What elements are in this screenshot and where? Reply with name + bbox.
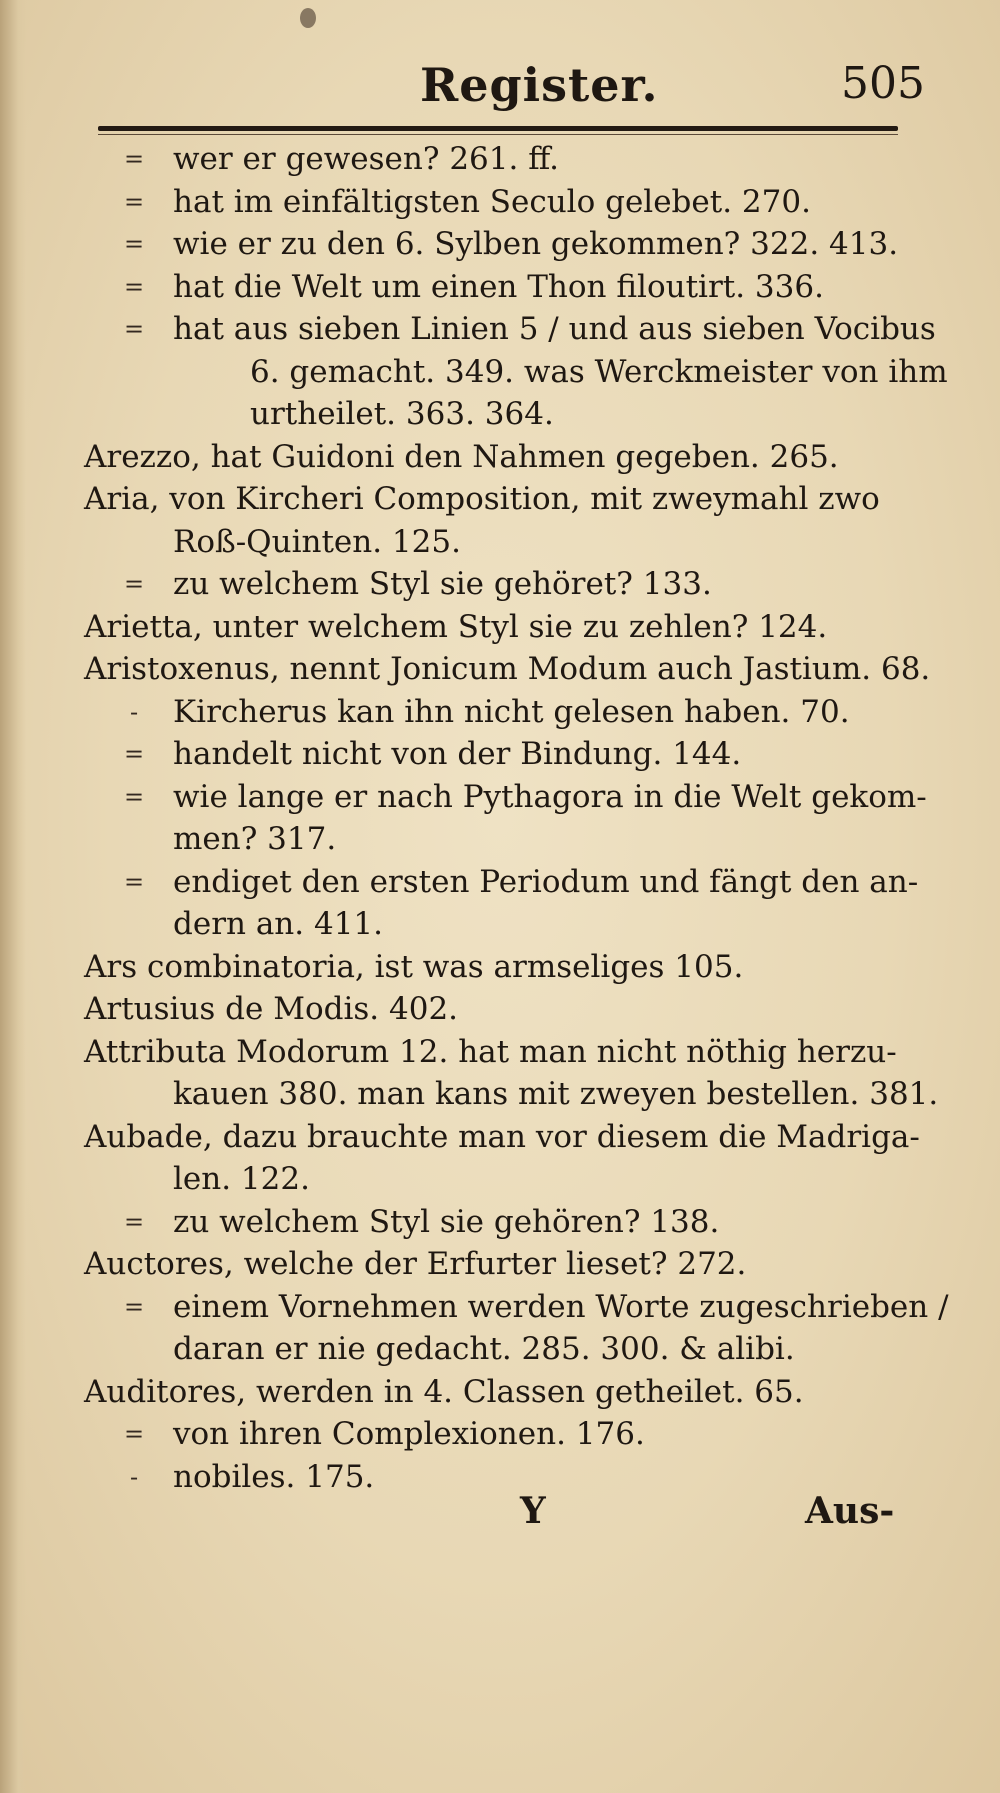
register-line [78, 521, 938, 564]
entry-headword-text: Aria, von Kircheri Composition, mit zweymahl zwo [84, 481, 880, 517]
entry-headword-text: Arezzo, hat Guidoni den Nahmen gegeben. 265. [84, 438, 839, 475]
register-line [78, 1031, 938, 1074]
entry-text: wie er zu den 6. Sylben gekommen? 322. 413. [173, 226, 899, 262]
entry-text: len. 122. [173, 1161, 310, 1197]
header-rule-thin [98, 134, 898, 135]
entry-text: wie lange er nach Pythagora in die Welt gekom- [173, 778, 927, 815]
page-header [95, 58, 925, 128]
register-line [78, 1328, 938, 1371]
ink-blot [300, 8, 316, 28]
register-line [78, 393, 938, 436]
register-line [78, 691, 938, 734]
entry-headword-text: Artusius de Modis. 402. [84, 991, 459, 1027]
register-line [78, 478, 938, 521]
entry-text: kauen 380. man kans mit zweyen bestellen. 381. [173, 1076, 939, 1112]
entry-text: wer er gewesen? 261. ff. [173, 141, 559, 177]
register-line [78, 1201, 938, 1244]
register-line [78, 903, 938, 946]
entry-text: nobiles. 175. [173, 1458, 375, 1495]
entry-text: handelt nicht von der Bindung. 144. [173, 736, 742, 772]
register-line [78, 776, 938, 819]
ditto-mark: = [124, 315, 145, 343]
entry-text: Kircherus kan ihn nicht gelesen haben. 70. [173, 693, 850, 730]
entry-text: urtheilet. 363. 364. [250, 396, 554, 432]
entry-headword-text: Attributa Modorum 12. hat man nicht nöthig herzu- [84, 1033, 897, 1070]
entry-text: zu welchem Styl sie gehören? 138. [173, 1203, 720, 1240]
entry-text: hat aus sieben Linien 5 / und aus sieben Vocibus [173, 311, 936, 347]
header-rule [98, 126, 898, 131]
entry-text: daran er nie gedacht. 285. 300. & alibi. [173, 1331, 795, 1367]
register-line [78, 648, 938, 691]
entry-text: hat die Welt um einen Thon filoutirt. 336. [173, 268, 824, 305]
entry-headword-text: Aubade, dazu brauchte man vor diesem die Madriga- [84, 1118, 920, 1155]
register-line [78, 223, 938, 266]
ditto-mark: = [124, 782, 145, 811]
running-title: Register. [420, 58, 659, 112]
register-entries [78, 138, 949, 1498]
catchline [0, 1490, 1000, 1540]
register-line [78, 1413, 938, 1456]
register-line [78, 818, 938, 861]
register-line [78, 1371, 938, 1414]
page-number: 505 [841, 58, 925, 109]
catchword: Aus- [805, 1490, 895, 1532]
register-line [78, 1286, 949, 1329]
register-line [78, 351, 948, 394]
entry-text: zu welchem Styl sie gehöret? 133. [173, 566, 712, 602]
register-line [78, 606, 938, 649]
ditto-mark: = [124, 867, 145, 896]
ditto-mark: = [124, 145, 145, 173]
ditto-mark: = [124, 1292, 145, 1321]
entry-text: von ihren Complexionen. 176. [173, 1416, 645, 1452]
register-line [78, 563, 938, 606]
register-line [78, 181, 938, 224]
ditto-mark: = [124, 187, 145, 216]
register-line [78, 436, 938, 479]
register-line [78, 733, 938, 776]
entry-headword-text: Ars combinatoria, ist was armseliges 105. [84, 948, 744, 985]
signature-mark: Y [520, 1490, 546, 1532]
register-line [78, 1116, 938, 1159]
entry-text: 6. gemacht. 349. was Werckmeister von ihm [250, 353, 948, 390]
ditto-mark: - [129, 697, 139, 726]
register-line [78, 1243, 938, 1286]
entry-text: Roß-Quinten. 125. [173, 523, 461, 560]
entry-headword-text: Aristoxenus, nennt Jonicum Modum auch Jastium. 68. [84, 651, 931, 687]
ditto-mark: - [129, 1462, 139, 1491]
ditto-mark: = [124, 1420, 145, 1448]
register-line [78, 988, 938, 1031]
ditto-mark: = [124, 740, 145, 768]
entry-text: endiget den ersten Periodum und fängt den an- [173, 863, 919, 900]
entry-text: einem Vornehmen werden Worte zugeschrieben / [173, 1288, 949, 1325]
register-line [78, 946, 938, 989]
ditto-mark: = [124, 1207, 145, 1236]
register-line [78, 1158, 938, 1201]
register-line [78, 266, 938, 309]
entry-headword-text: Auditores, werden in 4. Classen getheilet. 65. [84, 1373, 804, 1410]
ditto-mark: = [124, 230, 145, 258]
entry-text: dern an. 411. [173, 906, 384, 942]
entry-text: hat im einfältigsten Seculo gelebet. 270. [173, 183, 811, 220]
ditto-mark: = [124, 570, 145, 598]
register-line [78, 1073, 938, 1116]
register-line [78, 138, 938, 181]
entry-headword-text: Auctores, welche der Erfurter lieset? 272. [84, 1246, 747, 1282]
ditto-mark: = [124, 272, 145, 301]
entry-text: men? 317. [173, 821, 337, 857]
register-line [78, 861, 938, 904]
register-line [78, 308, 938, 351]
entry-headword-text: Arietta, unter welchem Styl sie zu zehlen? 124. [84, 608, 828, 645]
